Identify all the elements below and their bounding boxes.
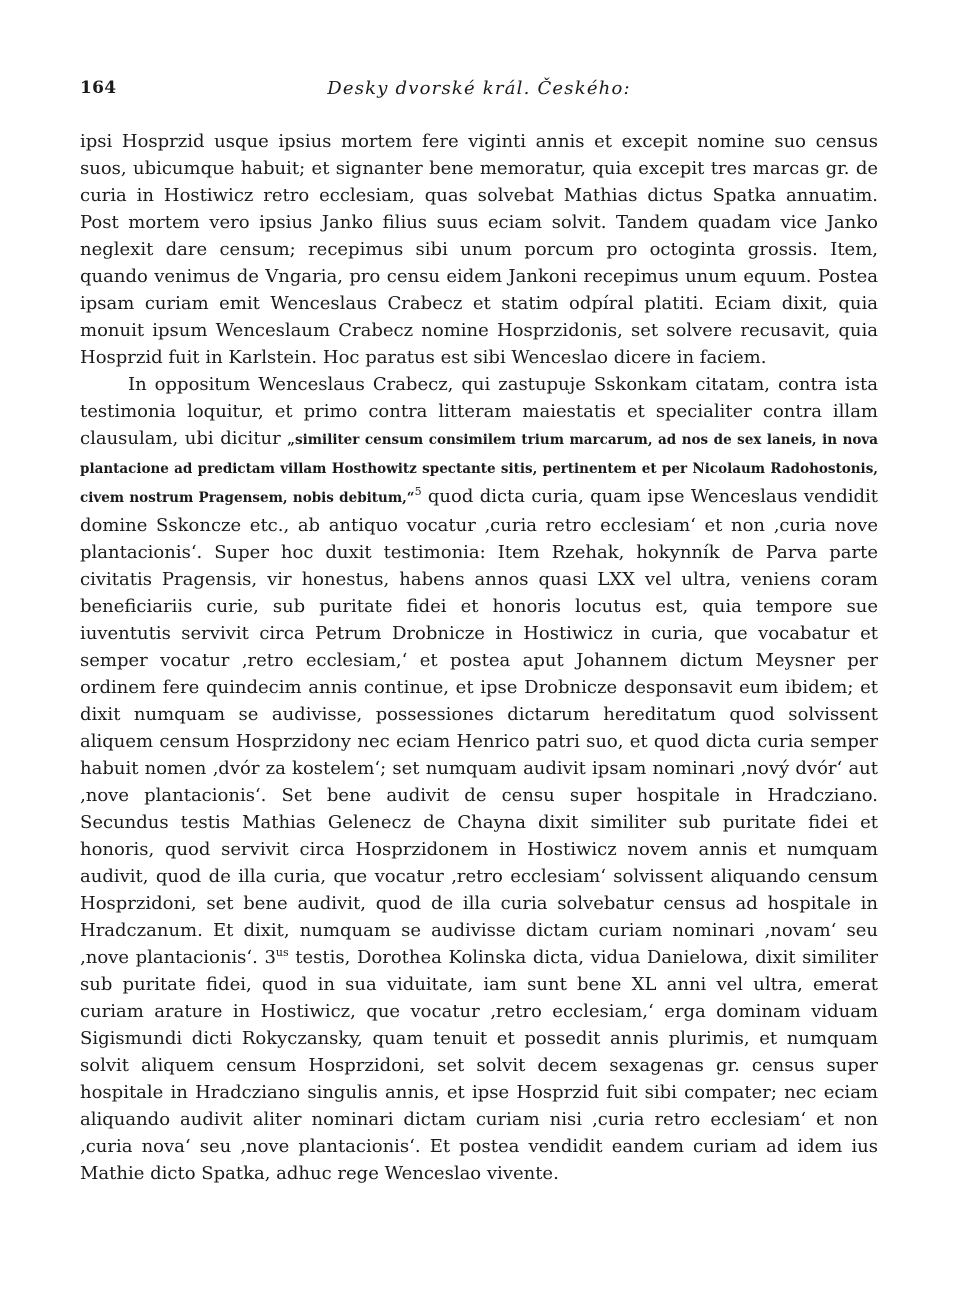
page-header <box>80 72 878 108</box>
page-number: 164 <box>80 78 117 98</box>
body-text <box>80 128 878 1187</box>
paragraph-2-testimony-2: testis, Dorothea Kolinska dicta, vidua Danielowa, dixit similiter sub puritate fidei, quod in sua viduitate, iam sunt bene XL anni vel ultra, emerat curiam arature in Hostiwicz, que vocatur ‚retro ecclesiam,‘ erga dominam viduam Sigismundi dicti Rokyczansky, quam tenuit et possedit annis plurimis, et numquam solvit aliquem censum Hosprzidoni, set solvit decem sexagenas gr. census super hospitale in Hradcziano singulis annis, et ipse Hosprzid fuit sibi compater; nec eciam aliquando audivit aliter nominari dictam curiam nisi ‚curia retro ecclesiam‘ et non ‚curia nova‘ seu ‚nove plantacionis‘. Et postea vendidit eandem curiam ad idem ius Mathie dicto Spatka, adhuc rege Wenceslao vivente. <box>80 947 878 1184</box>
paragraph-2 <box>80 371 878 1187</box>
paragraph-1: ipsi Hosprzid usque ipsius mortem fere viginti annis et excepit nomine suo census suos, ubicumque habuit; et signanter bene memoratur, quia excepit tres marcas gr. de curia in Hostiwicz retro ecclesiam, quas solvebat Mathias dictus Spatka annuatim. Post mortem vero ipsius Janko filius suus eciam solvit. Tandem quadam vice Janko neglexit dare censum; recepimus sibi unum porcum pro octoginta grossis. Item, quando venimus de Vngaria, pro censu eidem Jankoni recepimus unum equum. Postea ipsam curiam emit Wenceslaus Crabecz et statim odpíral platiti. Eciam dixit, quia monuit ipsum Wenceslaum Crabecz nomine Hosprzidonis, set solvere recusavit, quia Hosprzid fuit in Karlstein. Hoc paratus est sibi Wenceslao dicere in faciem. <box>80 131 878 368</box>
charter-quotation: „similiter censum consimilem trium marcarum, ad nos de sex laneis, in nova plantacione ad predictam villam Hosthowitz spectante sitis, pertinentem et per Nicolaum Radohostonis, civem nostrum Pragensem, nobis debitum,“ <box>80 432 878 506</box>
ordinal-number: 3 <box>264 947 276 968</box>
running-title: Desky dvorské král. Českého: <box>327 78 631 99</box>
paragraph-2-intro: In oppositum Wenceslaus Crabecz, qui zastupuje Sskonkam citatam, contra ista testimonia loquitur, et primo contra litteram maiestatis et specialiter contra illam clausulam, ubi dicitur <box>80 374 878 449</box>
ordinal-suffix: us <box>275 946 289 959</box>
footnote-mark: 5 <box>414 485 422 498</box>
paragraph-2-testimony-1: quod dicta curia, quam ipse Wenceslaus vendidit domine Sskoncze etc., ab antiquo vocatur ‚curia retro ecclesiam‘ et non ‚curia nove plantacionis‘. Super hoc duxit testimonia: Item Rzehak, hokynník de Parva parte civitatis Pragensis, vir honestus, habens annos quasi LXX vel ultra, veniens coram beneficiariis curie, sub puritate fidei et honoris locutus est, quia tempore sue iuventutis servivit circa Petrum Drobnicze in Hostiwicz in curia, que vocabatur et semper vocatur ‚retro ecclesiam,‘ et postea aput Johannem dictum Meysner per ordinem fere quindecim annis continue, et ipse Drobnicze desponsavit eum ibidem; et dixit numquam se audivisse, possessiones dictarum hereditatum quod solvissent aliquem censum Hosprzidony nec eciam Henrico patri suo, et quod dicta curia semper habuit nomen ‚dvór za kostelem‘; set numquam audivit ipsam nominari ‚nový dvór‘ aut ‚nove plantacionis‘. Set bene audivit de censu super hospitale in Hradcziano. Secundus testis Mathias Gelenecz de Chayna dixit similiter sub puritate fidei et honoris, quod servivit circa Hosprzidonem in Hostiwicz novem annis et numquam audivit, quod de illa curia, que vocatur ‚retro ecclesiam‘ solvissent aliquando censum Hosprzidoni, set bene audivit, quod de illa curia solvebatur census ad hospitale in Hradczanum. Et dixit, numquam se audivisse dictam curiam nominari ‚novam‘ seu ‚nove plantacionis‘. <box>80 486 878 968</box>
